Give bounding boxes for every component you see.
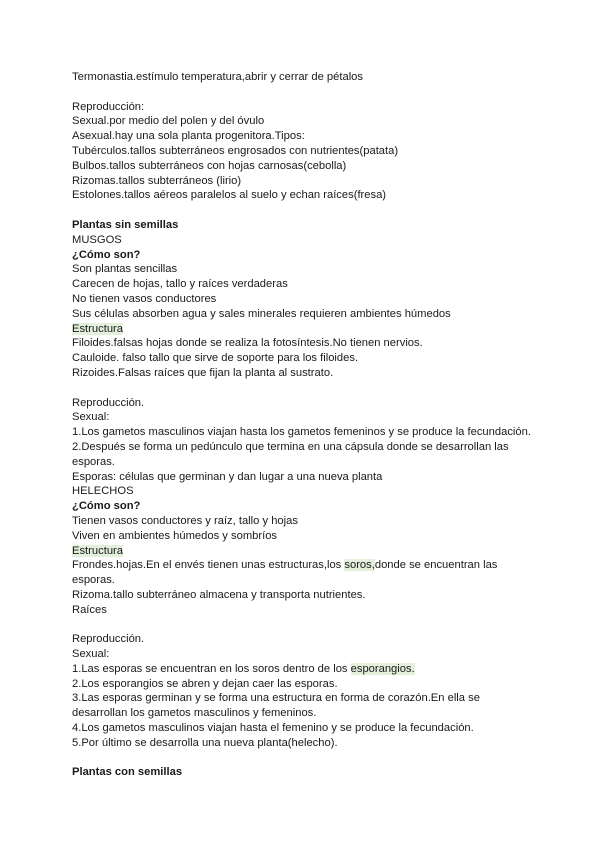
text-line: Son plantas sencillas [72,263,178,276]
text-line: Reproducción: [72,100,145,113]
text-line [72,558,542,573]
highlighted-text: soros, [344,559,375,572]
text-line: 4.Los gametos masculinos viajan hasta el femenino y se produce la fecundación. [72,722,474,735]
subsection-title: MUSGOS [72,233,122,246]
question-heading: ¿Cómo son? [72,248,141,261]
text-line: Sexual: [72,411,110,424]
text-line [72,662,542,677]
text-line: Filoides.falsas hojas donde se realiza la fotosíntesis.No tienen nervios. [72,337,423,350]
blank-line [72,751,542,766]
text-line: Estolones.tallos aéreos paralelos al suelo y echan raíces(fresa) [72,189,387,202]
structure-heading [72,544,542,559]
blank-line [72,381,542,396]
highlighted-text: esporangios. [350,662,415,675]
text-line: Sus células absorben agua y sales minerales requieren ambientes húmedos [72,307,451,320]
structure-heading [72,322,542,337]
text-line: Cauloide. falso tallo que sirve de soporte para los filoides. [72,352,359,365]
text-line: Sexual: [72,648,110,661]
text-line: Reproducción. [72,396,145,409]
text-line: Asexual.hay una sola planta progenitora.Tipos: [72,130,305,143]
text-line: Sexual.por medio del polen y del óvulo [72,115,265,128]
blank-line [72,203,542,218]
text-line: Raíces [72,603,107,616]
text-line: Esporas: células que germinan y dan lugar a una nueva planta [72,470,383,483]
blank-line [72,617,542,632]
question-heading: ¿Cómo son? [72,500,141,513]
highlighted-text: Estructura [72,544,123,557]
text-line: 3.Las esporas germinan y se forma una estructura en forma de corazón.En ella se [72,692,480,705]
text-fragment: donde se encuentran las [374,559,498,572]
text-line: Viven en ambientes húmedos y sombríos [72,529,278,542]
text-fragment: 1.Las esporas se encuentran en los soros dentro de los [72,662,351,675]
text-line: Bulbos.tallos subterráneos con hojas carnosas(cebolla) [72,159,347,172]
section-heading: Plantas con semillas [72,766,183,779]
text-line: Termonastia.estímulo temperatura,abrir y cerrar de pétalos [72,71,363,83]
blank-line [72,85,542,100]
text-line: esporas. [72,574,115,587]
text-line: Rizoma.tallo subterráneo almacena y transporta nutrientes. [72,588,366,601]
text-line: Tubérculos.tallos subterráneos engrosados con nutrientes(patata) [72,144,399,157]
text-line: Rizomas.tallos subterráneos (lirio) [72,174,242,187]
text-line: Reproducción. [72,633,145,646]
text-fragment: Frondes.hojas.En el envés tienen unas estructuras,los [72,559,345,572]
text-line: desarrollan los gametos masculinos y femeninos. [72,707,317,720]
text-line: Tienen vasos conductores y raíz, tallo y hojas [72,514,298,527]
text-line: 2.Después se forma un pedúnculo que termina en una cápsula donde se desarrollan las [72,440,509,453]
text-line: Rizoides.Falsas raíces que fijan la planta al sustrato. [72,366,334,379]
text-line: 5.Por último se desarrolla una nueva planta(helecho). [72,736,338,749]
text-line: esporas. [72,455,115,468]
subsection-title: HELECHOS [72,485,134,498]
section-heading: Plantas sin semillas [72,218,179,231]
text-line: No tienen vasos conductores [72,292,217,305]
text-line: 1.Los gametos masculinos viajan hasta los gametos femeninos y se produce la fecundación. [72,426,531,439]
highlighted-text: Estructura [72,322,123,335]
text-line: 2.Los esporangios se abren y dejan caer las esporas. [72,677,338,690]
document-page [72,70,542,780]
text-line: Carecen de hojas, tallo y raíces verdaderas [72,278,288,291]
